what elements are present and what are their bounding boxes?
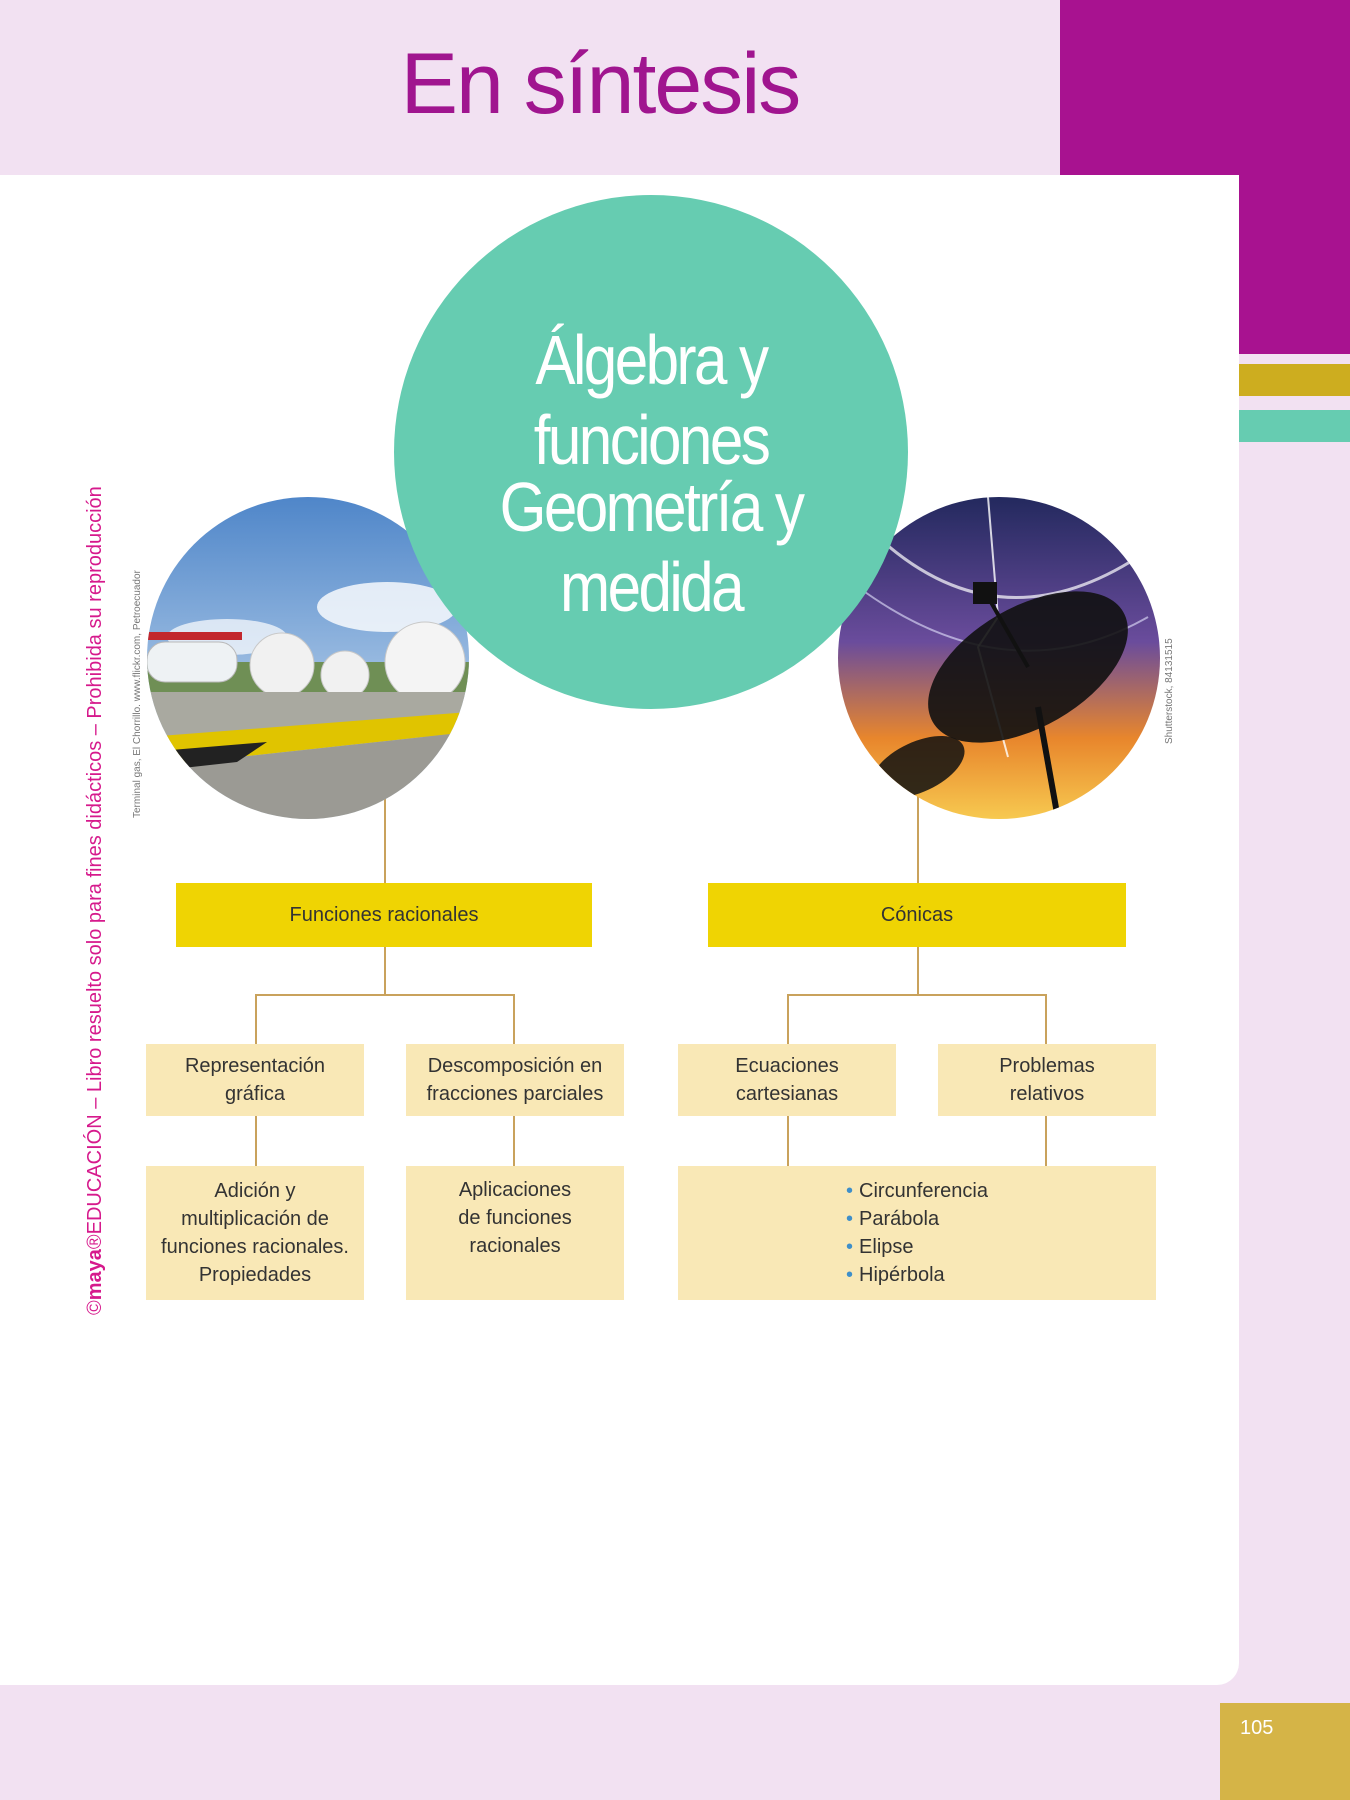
- connector-line: [787, 994, 1047, 996]
- connector-line: [1045, 994, 1047, 1044]
- ecuaciones-cartesianas-box: [678, 1044, 896, 1116]
- aplicaciones-box: [406, 1166, 624, 1300]
- box-line: cartesianas: [735, 1083, 839, 1105]
- box-line: multiplicación de: [181, 1208, 329, 1230]
- conicas-list-box: [678, 1166, 1156, 1300]
- connector-line: [917, 790, 919, 883]
- problemas-relativos-box: [938, 1044, 1156, 1116]
- connector-line: [787, 994, 789, 1044]
- box-line: Representación: [184, 1055, 326, 1077]
- descomposicion-box: [406, 1044, 624, 1116]
- connector-line: [513, 994, 515, 1044]
- copyright-notice: [84, 486, 107, 1315]
- box-line: funciones racionales.: [161, 1236, 349, 1258]
- right-photo-credit: Shutterstock, 84131515: [1164, 638, 1175, 744]
- list-item: • Hipérbola: [846, 1261, 988, 1289]
- page-number: 105: [1240, 1717, 1274, 1739]
- box-line: Propiedades: [198, 1264, 312, 1286]
- box-line: Problemas: [999, 1055, 1095, 1077]
- connector-line: [787, 1116, 789, 1166]
- teal-stripe: [1239, 410, 1350, 442]
- box-line: gráfica: [224, 1083, 286, 1105]
- copyright-text: ®EDUCACIÓN – Libro resuelto solo para fines didácticos – Prohibida su reproducción: [84, 486, 106, 1250]
- brand-logo: maya: [84, 1249, 106, 1301]
- list-item: • Parábola: [846, 1205, 988, 1233]
- adicion-multiplicacion-box: [146, 1166, 364, 1300]
- connector-line: [1045, 1116, 1047, 1166]
- topic-algebra: Álgebra y funciones: [533, 321, 769, 479]
- left-photo-credit: Terminal gas, El Chorrillo. www.flickr.com, Petroecuador: [132, 570, 143, 818]
- page-number-tab: [1220, 1703, 1350, 1800]
- box-line: fracciones parciales: [426, 1083, 604, 1105]
- box-line: racionales: [469, 1235, 561, 1257]
- conicas-list: [846, 1177, 988, 1289]
- connector-line: [255, 1116, 257, 1166]
- conicas-box: Cónicas: [708, 883, 1126, 947]
- copyright-symbol: ©: [84, 1300, 106, 1315]
- connector-line: [513, 1116, 515, 1166]
- connector-line: [384, 947, 386, 995]
- gold-stripe: [1239, 364, 1350, 396]
- list-item: • Circunferencia: [846, 1177, 988, 1205]
- connector-line: [384, 790, 386, 883]
- box-line: Ecuaciones: [735, 1055, 839, 1077]
- connector-line: [917, 947, 919, 995]
- list-item: • Elipse: [846, 1233, 988, 1261]
- box-line: Descomposición en: [427, 1055, 603, 1077]
- central-topic-circle: [394, 195, 908, 709]
- page-title: En síntesis: [400, 36, 800, 132]
- connector-line: [255, 994, 515, 996]
- box-line: de funciones: [458, 1207, 572, 1229]
- connector-line: [255, 994, 257, 1044]
- box-line: Aplicaciones: [458, 1179, 572, 1201]
- topic-geometria: Geometría y medida: [499, 468, 803, 626]
- box-line: Adición y: [214, 1180, 296, 1202]
- representacion-grafica-box: [146, 1044, 364, 1116]
- box-line: relativos: [1009, 1083, 1085, 1105]
- funciones-racionales-box: Funciones racionales: [176, 883, 592, 947]
